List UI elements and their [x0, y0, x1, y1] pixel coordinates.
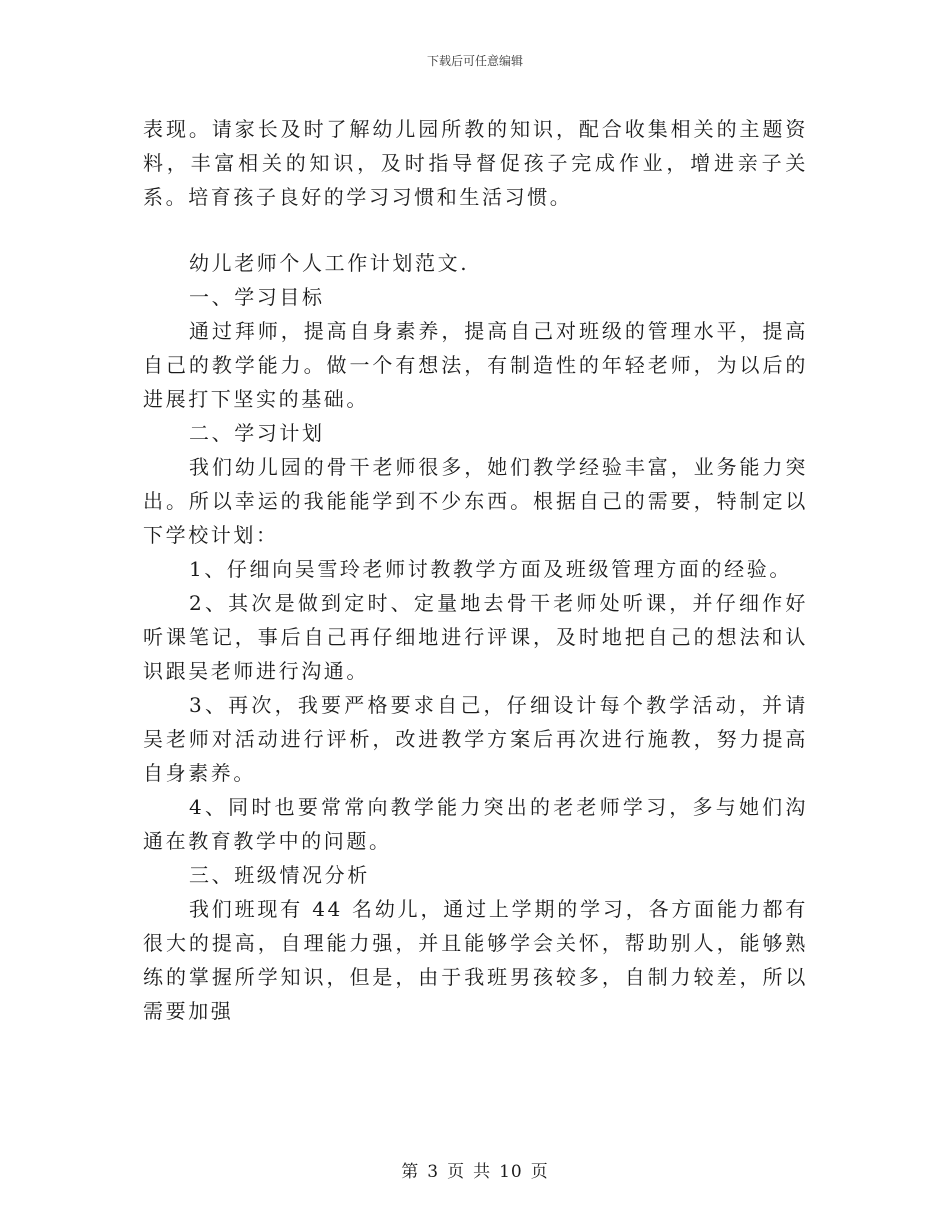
total-unit: 页 [530, 1162, 549, 1182]
paragraph-continuation: 表现。请家长及时了解幼儿园所教的知识，配合收集相关的主题资料，丰富相关的知识，及时指导督促孩子完成作业，增进亲子关系。培育孩子良好的学习习惯和生活习惯。 [143, 117, 808, 209]
section-heading-1: 一、学习目标 [189, 285, 325, 309]
list-item: 4、同时也要常常向教学能力突出的老老师学习，多与她们沟通在教育教学中的问题。 [143, 795, 808, 853]
page-footer [0, 1157, 950, 1182]
header-note: 下载后可任意编辑 [426, 54, 523, 68]
list-item: 2、其次是做到定时、定量地去骨干老师处听课，并仔细作好听课笔记，事后自己再仔细地进行评课，及时地把自己的想法和认识跟吴老师进行沟通。 [143, 591, 808, 683]
list-item: 3、再次，我要严格要求自己，仔细设计每个教学活动，并请吴老师对活动进行评析，改进教学方案后再次进行施教，努力提高自身素养。 [143, 693, 808, 785]
document-body [143, 112, 808, 1028]
paragraph: 我们幼儿园的骨干老师很多，她们教学经验丰富，业务能力突出。所以幸运的我能能学到不少东西。根据自己的需要，特制定以下学校计划： [143, 455, 808, 547]
paragraph: 我们班现有 44 名幼儿，通过上学期的学习，各方面能力都有很大的提高，自理能力强，并且能够学会关怀，帮助别人，能够熟练的掌握所学知识，但是，由于我班男孩较多，自制力较差，所以需要加强 [143, 897, 808, 1023]
page-label: 第 [401, 1162, 420, 1182]
total-pages: 10 [499, 1162, 523, 1182]
section-heading-3: 三、班级情况分析 [189, 863, 370, 887]
list-item: 1、仔细向吴雪玲老师讨教教学方面及班级管理方面的经验。 [189, 557, 792, 581]
document-title: 幼儿老师个人工作计划范文. [189, 251, 470, 275]
page-number: 3 [427, 1162, 440, 1182]
total-label: 共 [473, 1162, 492, 1182]
page-unit: 页 [447, 1162, 466, 1182]
section-heading-2: 二、学习计划 [189, 421, 325, 445]
paragraph: 通过拜师，提高自身素养，提高自己对班级的管理水平，提高自己的教学能力。做一个有想法，有制造性的年轻老师，为以后的进展打下坚实的基础。 [143, 319, 808, 411]
